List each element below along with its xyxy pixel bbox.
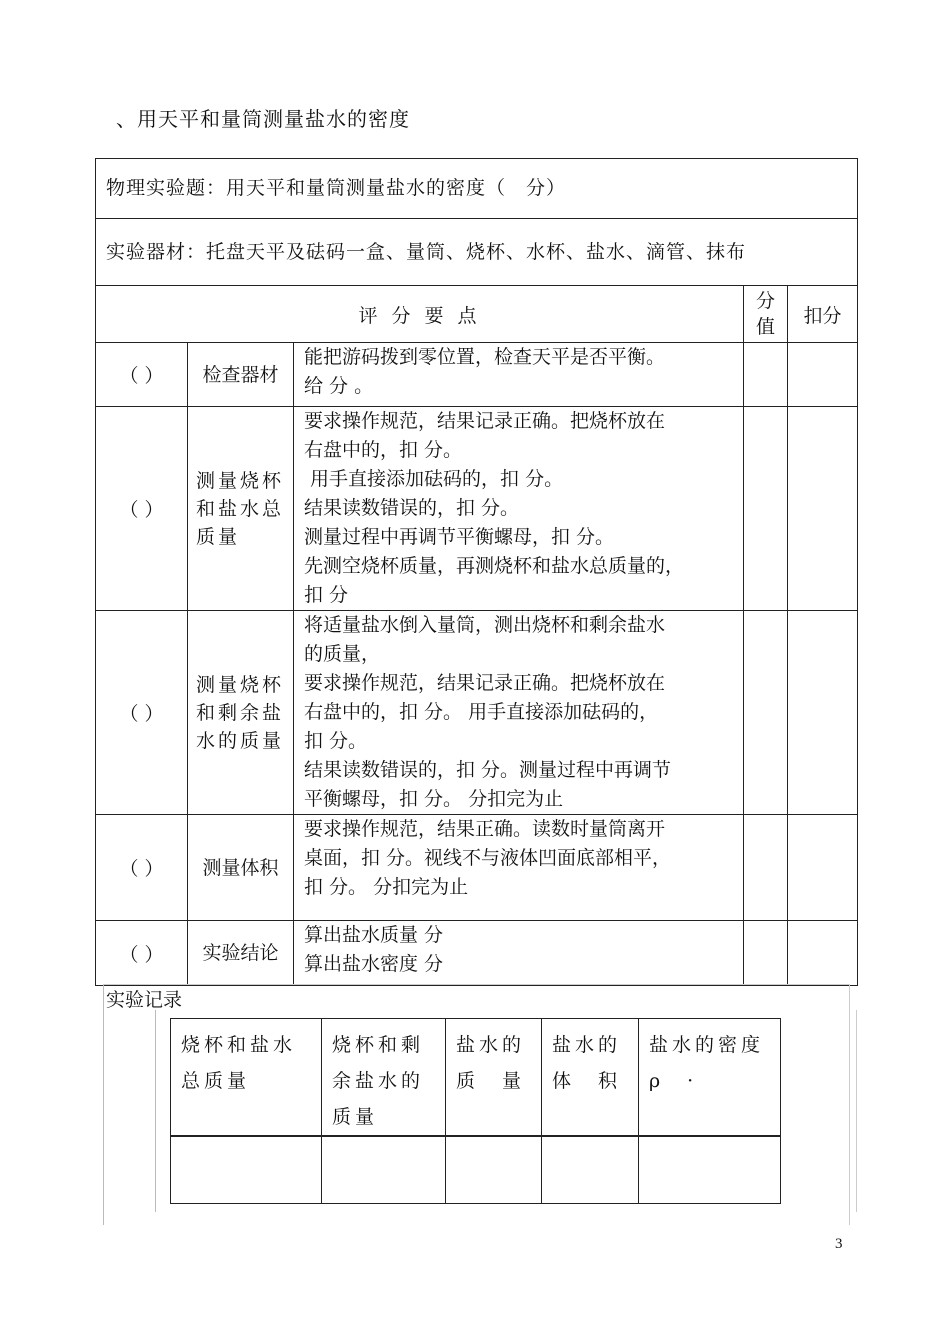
requirements-cell — [294, 407, 744, 611]
deduction-cell[interactable] — [788, 611, 858, 815]
record-data-cell[interactable] — [639, 1136, 781, 1204]
requirement-line: 右盘中的，扣 分。 — [304, 439, 463, 461]
page-heading: 、用天平和量筒测量盐水的密度 — [116, 107, 410, 131]
category-cell: 实验结论 — [188, 921, 294, 986]
scoring-points-header: 评 分 要 点 — [96, 286, 744, 343]
requirements-cell — [294, 343, 744, 407]
requirement-line: 扣 分。 — [304, 730, 368, 752]
requirement-line: 右盘中的，扣 分。 用手直接添加砝码的， — [304, 701, 659, 723]
record-column-header: 烧杯和盐水总质量 — [171, 1019, 322, 1137]
requirement-line: 先测空烧杯质量，再测烧杯和盐水总质量的， — [304, 555, 685, 577]
requirements-cell — [294, 815, 744, 921]
requirements-cell — [294, 611, 744, 815]
requirement-line: 平衡螺母，扣 分。 分扣完为止 — [304, 788, 564, 810]
deduction-cell[interactable] — [788, 921, 858, 986]
record-column-header: 盐水的质 量 — [446, 1019, 542, 1137]
requirement-line: 扣 分 — [304, 584, 349, 606]
score-cell: （ ） — [96, 343, 188, 407]
requirement-line: 扣 分。 分扣完为止 — [304, 876, 469, 898]
requirement-line: 测量过程中再调节平衡螺母，扣 分。 — [304, 526, 615, 548]
score-value-cell[interactable] — [744, 407, 788, 611]
score-cell: （ ） — [96, 921, 188, 986]
requirements-cell — [294, 921, 744, 986]
equipment-list: 实验器材：托盘天平及砝码一盒、量筒、烧杯、水杯、盐水、滴管、抹布 — [96, 219, 858, 286]
deduction-cell[interactable] — [788, 343, 858, 407]
score-value-header: 分 值 — [744, 286, 788, 343]
score-cell: （ ） — [96, 815, 188, 921]
score-value-cell[interactable] — [744, 815, 788, 921]
record-data-cell[interactable] — [542, 1136, 639, 1204]
record-column-header: 盐水的体 积 — [542, 1019, 639, 1137]
grading-row — [96, 921, 858, 986]
record-data-cell[interactable] — [446, 1136, 542, 1204]
category-cell: 测量烧杯和盐水总质量 — [188, 407, 294, 611]
record-column-header: 盐水的密度ρ · — [639, 1019, 781, 1137]
requirement-line: 结果读数错误的，扣 分。 — [304, 497, 520, 519]
score-value-cell[interactable] — [744, 611, 788, 815]
grading-table — [95, 158, 858, 986]
record-table — [170, 1018, 781, 1204]
record-data-cell[interactable] — [171, 1136, 322, 1204]
category-cell: 测量烧杯和剩余盐水的质量 — [188, 611, 294, 815]
requirement-line: 要求操作规范，结果正确。读数时量筒离开 — [304, 818, 666, 840]
requirement-line: 结果读数错误的，扣 分。测量过程中再调节 — [304, 759, 672, 781]
requirement-line: 算出盐水密度 分 — [304, 953, 444, 975]
requirement-line: 要求操作规范，结果记录正确。把烧杯放在 — [304, 410, 666, 432]
score-value-cell[interactable] — [744, 343, 788, 407]
record-column-header: 烧杯和剩余盐水的质量 — [322, 1019, 446, 1137]
record-label: 实验记录 — [106, 989, 183, 1011]
deduction-cell[interactable] — [788, 815, 858, 921]
requirement-line: 用手直接添加砝码的，扣 分。 — [304, 468, 564, 490]
category-cell: 检查器材 — [188, 343, 294, 407]
score-cell: （ ） — [96, 407, 188, 611]
requirement-line: 将适量盐水倒入量筒，测出烧杯和剩余盐水 — [304, 614, 666, 636]
requirement-line: 要求操作规范，结果记录正确。把烧杯放在 — [304, 672, 666, 694]
score-value-cell[interactable] — [744, 921, 788, 986]
grading-row — [96, 815, 858, 921]
grading-row — [96, 407, 858, 611]
grading-row — [96, 343, 858, 407]
deduction-header: 扣分 — [788, 286, 858, 343]
record-data-cell[interactable] — [322, 1136, 446, 1204]
experiment-title: 物理实验题：用天平和量筒测量盐水的密度（ 分） — [96, 159, 858, 219]
requirement-line: 给 分 。 — [304, 375, 374, 397]
requirement-line: 的质量， — [304, 643, 381, 665]
deduction-cell[interactable] — [788, 407, 858, 611]
score-cell: （ ） — [96, 611, 188, 815]
requirement-line: 桌面，扣 分。视线不与液体凹面底部相平， — [304, 847, 672, 869]
requirement-line: 能把游码拨到零位置，检查天平是否平衡。 — [304, 346, 666, 368]
page-number: 3 — [835, 1236, 843, 1252]
requirement-line: 算出盐水质量 分 — [304, 924, 444, 946]
category-cell: 测量体积 — [188, 815, 294, 921]
grading-row — [96, 611, 858, 815]
